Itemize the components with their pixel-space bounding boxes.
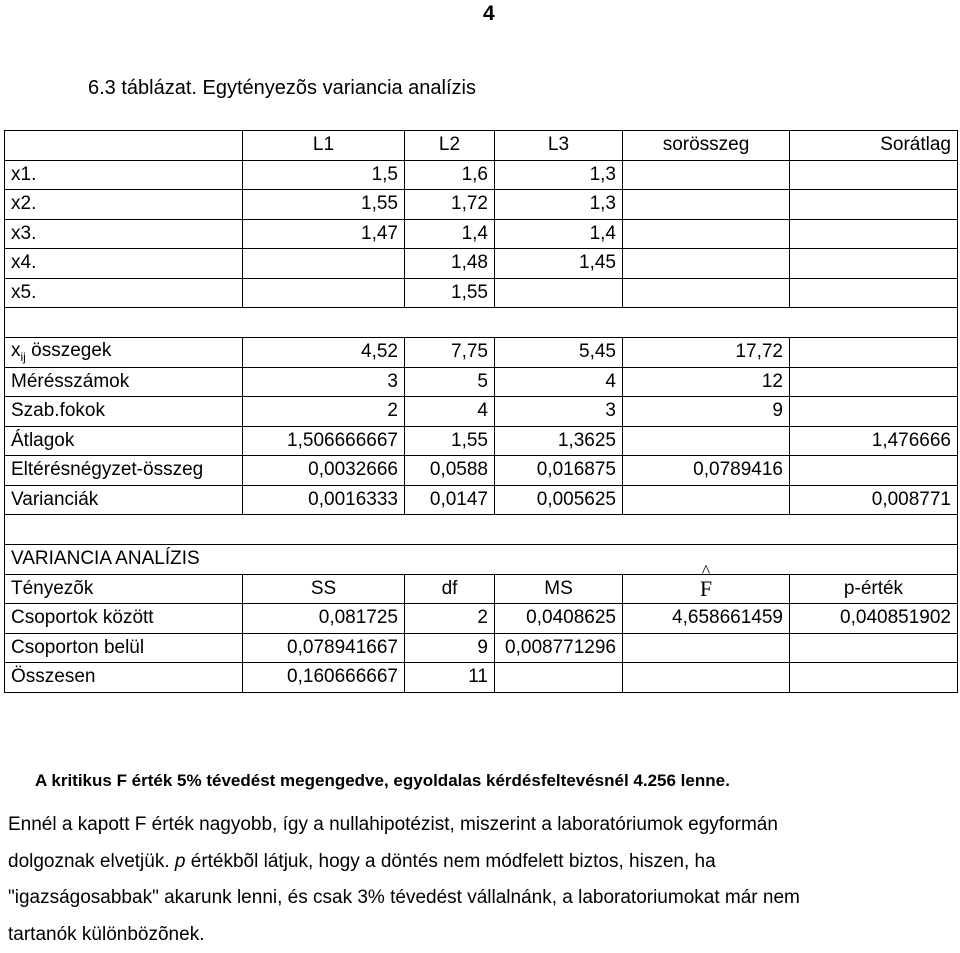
table-cell: 1,506666667 (243, 426, 405, 456)
table-cell (790, 190, 958, 220)
label-x: x (11, 340, 21, 361)
label-subscript: ij (21, 350, 26, 364)
table-cell: 1,45 (495, 249, 623, 279)
summary-row (5, 367, 958, 397)
table-cell (623, 485, 790, 515)
paragraph-line-2 (8, 844, 958, 881)
table-cell: 9 (405, 633, 495, 663)
table-cell (623, 426, 790, 456)
table-cell (790, 160, 958, 190)
table-cell: 1,55 (405, 278, 495, 308)
table-cell (623, 663, 790, 693)
column-header: L1 (243, 131, 405, 161)
table-cell: 1,47 (243, 219, 405, 249)
paragraph-line-2-a: dolgoznak elvetjük. (8, 851, 175, 872)
table-cell: 1,48 (405, 249, 495, 279)
table-cell: 1,72 (405, 190, 495, 220)
blank-cell (5, 515, 958, 545)
spacer-row (5, 308, 958, 338)
paragraph-line-4: tartanók különbözõnek. (8, 917, 958, 953)
table-cell: 0,0016333 (243, 485, 405, 515)
table-row (5, 249, 958, 279)
paragraph-line-2-b: értékbõl látjuk, hogy a döntés nem módfelett biztos, hiszen, ha (185, 851, 715, 872)
table-cell (623, 160, 790, 190)
table-cell: 0,0147 (405, 485, 495, 515)
table-cell (790, 367, 958, 397)
row-label: Eltérésnégyzet-összeg (5, 456, 243, 486)
table-cell (623, 249, 790, 279)
table-cell: 4,52 (243, 338, 405, 368)
table-cell: 1,4 (405, 219, 495, 249)
table-cell (243, 249, 405, 279)
table-row (5, 219, 958, 249)
table-cell: 4 (405, 397, 495, 427)
table-cell: 4 (495, 367, 623, 397)
label-rest: összegek (26, 340, 112, 361)
table-cell: 3 (495, 397, 623, 427)
column-header: Sorátlag (790, 131, 958, 161)
table-cell: 0,008771 (790, 485, 958, 515)
row-label: x3. (5, 219, 243, 249)
table-cell (623, 633, 790, 663)
table-cell (790, 338, 958, 368)
table-cell: 1,5 (243, 160, 405, 190)
table-cell: 1,3625 (495, 426, 623, 456)
anova-title: VARIANCIA ANALÍZIS (5, 545, 958, 575)
table-row (5, 190, 958, 220)
table-cell: 4,658661459 (623, 604, 790, 634)
table-row (5, 278, 958, 308)
table-cell (790, 663, 958, 693)
anova-column-header: MS (495, 574, 623, 604)
column-header: L3 (495, 131, 623, 161)
row-label: x5. (5, 278, 243, 308)
table-cell (790, 219, 958, 249)
table-cell (495, 663, 623, 693)
paragraph-line-3: "igazságosabbak" akarunk lenni, és csak 3% tévedést vállalnánk, a laboratoriumokat már nem (8, 880, 958, 917)
table-cell: 5,45 (495, 338, 623, 368)
p-symbol: p (175, 851, 186, 872)
table-cell: 12 (623, 367, 790, 397)
table-cell (623, 219, 790, 249)
summary-row (5, 397, 958, 427)
paragraph-line-1: Ennél a kapott F érték nagyobb, így a nullahipotézist, miszerint a laboratóriumok egyformán (8, 807, 958, 844)
summary-row (5, 426, 958, 456)
row-label: x1. (5, 160, 243, 190)
anova-title-row (5, 545, 958, 575)
table-caption: 6.3 táblázat. Egytényezõs variancia analízis (88, 77, 476, 100)
anova-row (5, 604, 958, 634)
table-cell (790, 249, 958, 279)
table-cell: 0,016875 (495, 456, 623, 486)
column-header: L2 (405, 131, 495, 161)
table-cell: 0,0588 (405, 456, 495, 486)
table-cell: 0,0408625 (495, 604, 623, 634)
hat-mark: ^ (702, 561, 710, 582)
table-cell: 0,081725 (243, 604, 405, 634)
table-cell (790, 278, 958, 308)
column-header: sorösszeg (623, 131, 790, 161)
row-label: x4. (5, 249, 243, 279)
f-hat-symbol (700, 576, 712, 602)
conclusion-paragraph (8, 807, 958, 953)
anova-row (5, 663, 958, 693)
table-cell: 2 (243, 397, 405, 427)
summary-row (5, 338, 958, 368)
table-cell: 0,160666667 (243, 663, 405, 693)
table-cell (623, 190, 790, 220)
table-cell: 2 (405, 604, 495, 634)
table-cell (790, 456, 958, 486)
row-label: Csoportok között (5, 604, 243, 634)
anova-header-row (5, 574, 958, 604)
row-label: Csoporton belül (5, 633, 243, 663)
anova-row (5, 633, 958, 663)
table-cell: 0,008771296 (495, 633, 623, 663)
summary-row (5, 485, 958, 515)
table-cell: 1,4 (495, 219, 623, 249)
table-cell: 5 (405, 367, 495, 397)
spacer-row (5, 515, 958, 545)
row-label: Átlagok (5, 426, 243, 456)
row-label: Varianciák (5, 485, 243, 515)
table-cell: 17,72 (623, 338, 790, 368)
table-cell: 1,3 (495, 190, 623, 220)
table-cell (790, 397, 958, 427)
table-cell: 1,55 (405, 426, 495, 456)
table-cell: 11 (405, 663, 495, 693)
table-cell: 1,3 (495, 160, 623, 190)
table-cell: 9 (623, 397, 790, 427)
f-hat-header (623, 574, 790, 604)
table-cell: 1,476666 (790, 426, 958, 456)
anova-column-header: df (405, 574, 495, 604)
table-cell: 0,040851902 (790, 604, 958, 634)
anova-column-header: SS (243, 574, 405, 604)
page-number: 4 (483, 2, 495, 26)
f-letter: F (700, 576, 712, 601)
row-label: x2. (5, 190, 243, 220)
data-table (4, 130, 958, 693)
table-cell: 7,75 (405, 338, 495, 368)
table-cell: 0,078941667 (243, 633, 405, 663)
column-header (5, 131, 243, 161)
critical-value-note: A kritikus F érték 5% tévedést megengedve, egyoldalas kérdésfeltevésnél 4.256 lenne. (35, 771, 730, 791)
table-cell: 0,005625 (495, 485, 623, 515)
table-cell: 0,0789416 (623, 456, 790, 486)
table-cell: 3 (243, 367, 405, 397)
table-cell: 1,55 (243, 190, 405, 220)
table-cell (623, 278, 790, 308)
row-label (5, 338, 243, 368)
row-label: Mérésszámok (5, 367, 243, 397)
table-cell: 0,0032666 (243, 456, 405, 486)
table-cell (243, 278, 405, 308)
blank-cell (5, 308, 958, 338)
table-header-row (5, 131, 958, 161)
summary-row (5, 456, 958, 486)
table-row (5, 160, 958, 190)
anova-column-header: Tényezõk (5, 574, 243, 604)
table-cell (790, 633, 958, 663)
table-cell (495, 278, 623, 308)
anova-column-header: p-érték (790, 574, 958, 604)
row-label: Összesen (5, 663, 243, 693)
row-label: Szab.fokok (5, 397, 243, 427)
table-cell: 1,6 (405, 160, 495, 190)
